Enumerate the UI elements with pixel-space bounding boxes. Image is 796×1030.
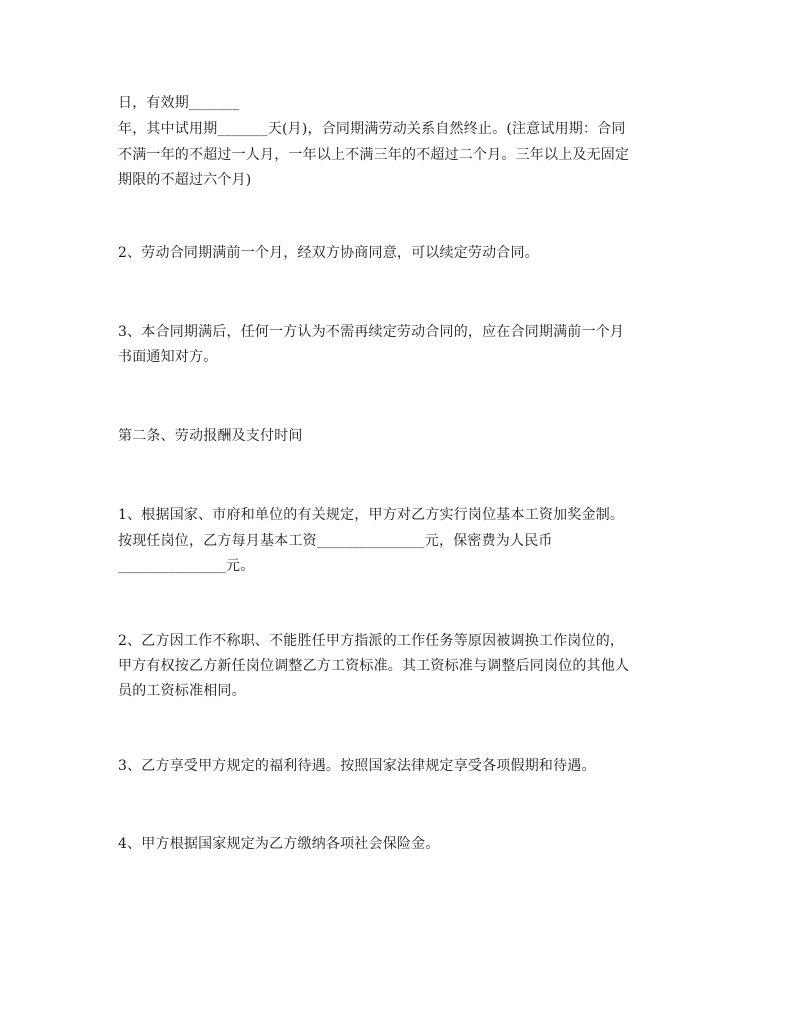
clause-benefits: 3、乙方享受甲方规定的福利待遇。按照国家法律规定享受各项假期和待遇。 [118,758,596,774]
text-line-probation-note-end: 期限的不超过六个月) [118,172,252,188]
clause-position-change-cont1: 甲方有权按乙方新任岗位调整乙方工资标准。其工资标准与调整后同岗位的其他人 [118,658,630,674]
text-line-probation-period: 年，其中试用期_______天(月)，合同期满劳动关系自然终止。(注意试用期：合同 [118,121,626,137]
clause-termination-notice-cont: 书面通知对方。 [118,349,218,365]
text-line-probation-note: 不满一年的不超过一人月，一年以上不满三年的不超过二个月。三年以上及无固定 [118,147,630,163]
clause-salary-amount-cont: _______________元。 [118,558,255,574]
clause-position-change: 2、乙方因工作不称职、不能胜任甲方指派的工作任务等原因被调换工作岗位的， [118,633,625,649]
clause-termination-notice: 3、本合同期满后，任何一方认为不需再续定劳动合同的，应在合同期满前一个月 [118,324,625,340]
section-heading-remuneration: 第二条、劳动报酬及支付时间 [118,428,303,444]
clause-social-insurance: 4、甲方根据国家规定为乙方缴纳各项社会保险金。 [118,836,440,852]
clause-renewal: 2、劳动合同期满前一个月，经双方协商同意，可以续定劳动合同。 [118,245,539,261]
clause-salary-system: 1、根据国家、市府和单位的有关规定，甲方对乙方实行岗位基本工资加奖金制。 [118,507,625,523]
clause-position-change-cont2: 员的工资标准相同。 [118,683,246,699]
clause-salary-amount: 按现任岗位，乙方每月基本工资_______________元，保密费为人民币 [118,533,553,549]
text-line-validity-period: 日，有效期_______ [118,95,240,111]
